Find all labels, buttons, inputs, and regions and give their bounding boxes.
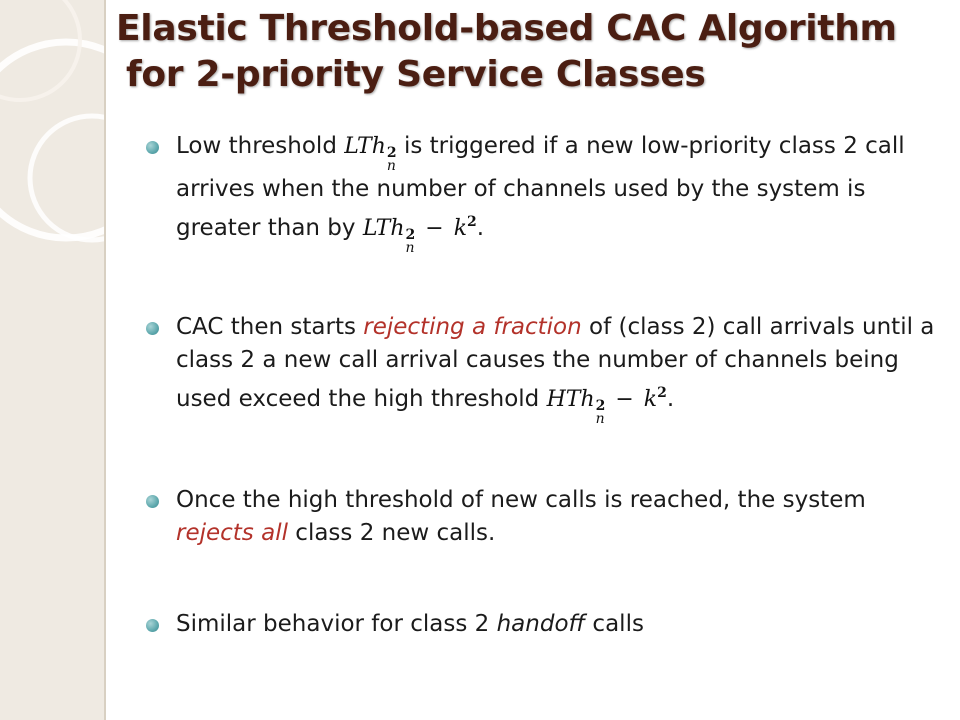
formula-k-superscript: 2	[467, 214, 477, 230]
decorative-sidebar	[0, 0, 106, 720]
highlight-text: rejects all	[176, 520, 288, 546]
bullet-dot-icon	[146, 141, 159, 154]
formula-minus: −	[615, 387, 634, 412]
bullet-text: .	[666, 386, 675, 412]
bullet-text: is triggered if a new low-priority class 2 call arrives when the number of channels used by the system is greater than by	[176, 133, 905, 241]
title-line-1: Elastic Threshold-based CAC Algorithm	[116, 8, 897, 49]
formula-symbol: LTh	[344, 134, 386, 159]
title-line-2: for 2-priority Service Classes	[126, 54, 706, 95]
bullet-item	[146, 130, 936, 255]
bullet-text: .	[476, 215, 485, 241]
formula-subscript: n	[595, 411, 605, 427]
bullet-dot-icon	[146, 322, 159, 335]
bullet-text: Similar behavior for class 2	[176, 611, 497, 637]
formula-superscript: 2	[386, 145, 397, 161]
formula-low-threshold	[344, 130, 396, 173]
formula-k-superscript: 2	[657, 385, 667, 401]
bullet-text: of (class 2) call arrivals until a class 2 a new call arrival causes the number of channels being used exceed the high threshold	[176, 314, 935, 412]
formula-low-threshold-minus-k	[363, 206, 477, 255]
formula-high-threshold-minus-k	[547, 377, 667, 426]
bullet-text: calls	[585, 611, 644, 637]
bullet-dot-icon	[146, 495, 159, 508]
formula-subscript: n	[405, 240, 415, 256]
decorative-circles	[0, 0, 104, 720]
formula-superscript: 2	[405, 227, 416, 243]
slide-title	[116, 6, 936, 98]
bullet-item	[146, 608, 936, 641]
bullet-list	[146, 130, 936, 641]
formula-k: k	[453, 216, 468, 241]
formula-symbol: LTh	[362, 216, 405, 241]
formula-superscript: 2	[595, 398, 606, 414]
bullet-dot-icon	[146, 619, 159, 632]
bullet-text: Low threshold	[176, 133, 337, 159]
bullet-text: CAC then starts	[176, 314, 364, 340]
bullet-item	[146, 484, 936, 550]
formula-k: k	[643, 387, 658, 412]
bullet-text: Once the high threshold of new calls is reached, the system	[176, 487, 866, 513]
formula-minus: −	[425, 216, 444, 241]
formula-subscript: n	[386, 158, 396, 174]
highlight-text: rejecting a fraction	[363, 314, 582, 340]
bullet-text: class 2 new calls.	[287, 520, 496, 546]
bullet-item	[146, 311, 936, 426]
italic-text: handoff	[496, 611, 586, 637]
formula-symbol: HTh	[546, 387, 595, 412]
